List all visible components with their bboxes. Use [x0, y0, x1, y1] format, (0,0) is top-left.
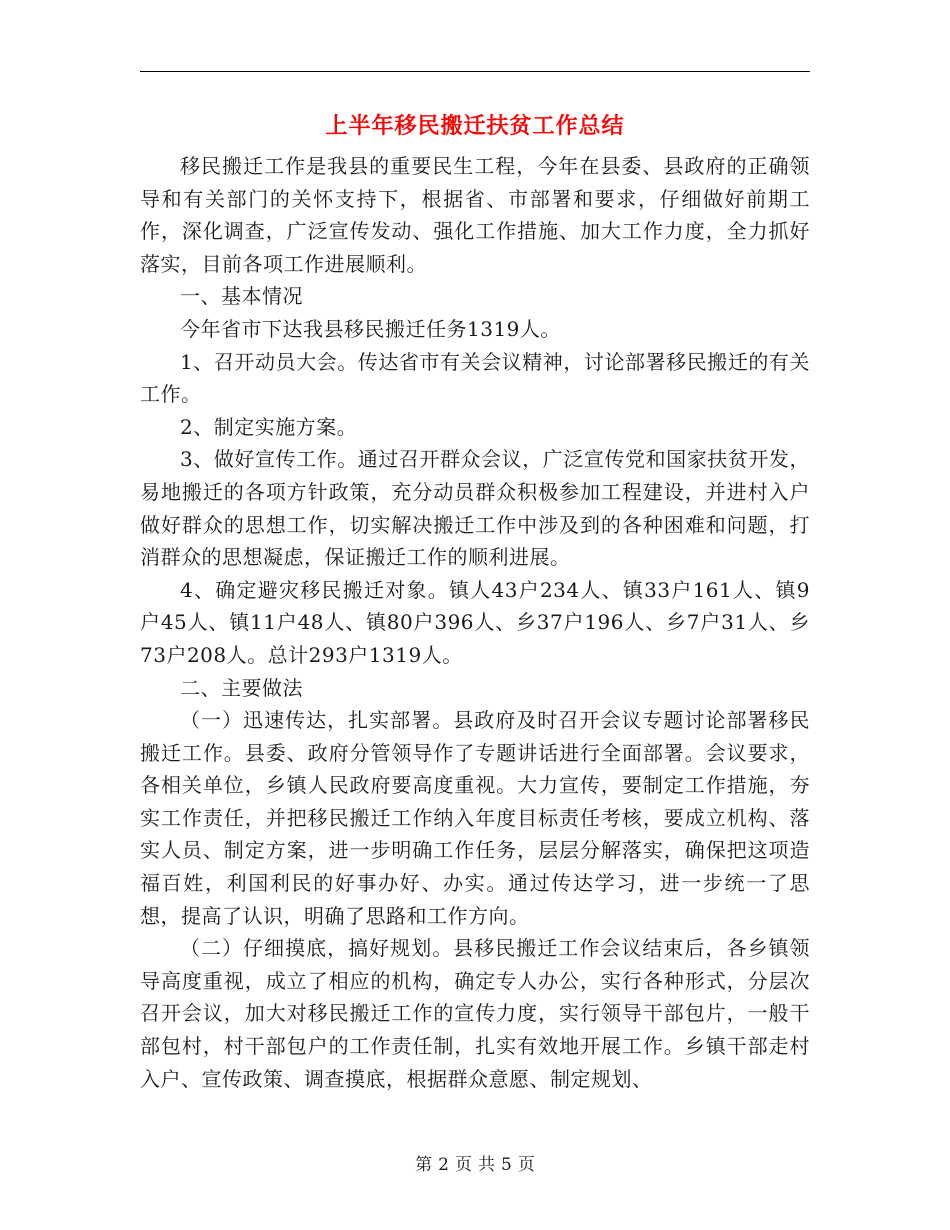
header-rule: [140, 71, 810, 72]
paragraph-method-2: （二）仔细摸底，搞好规划。县移民搬迁工作会议结束后，各乡镇领导高度重视，成立了相应的机构，确定专人办公，实行各种形式，分层次召开会议，加大对移民搬迁工作的宣传力度，实行领导干部包片，一般干部包村，村干部包户的工作责任制，扎实有效地开展工作。乡镇干部走村入户、宣传政策、调查摸底，根据群众意愿、制定规划、: [140, 936, 810, 1091]
paragraph-intro: 移民搬迁工作是我县的重要民生工程，今年在县委、县政府的正确领导和有关部门的关怀支持下，根据省、市部署和要求，仔细做好前期工作，深化调查，广泛宣传发动、强化工作措施、加大工作力度，全力抓好落实，目前各项工作进展顺利。: [140, 154, 810, 276]
footer-prefix: 第: [415, 1155, 433, 1175]
document-title: 上半年移民搬迁扶贫工作总结: [325, 113, 625, 139]
footer-total-word: 共: [478, 1155, 495, 1175]
paragraph-item-4: 4、确定避灾移民搬迁对象。镇人43户234人、镇33户161人、镇9户45人、镇11户48人、镇80户396人、乡37户196人、乡7户31人、乡73户208人。总计293户1319人。: [140, 577, 810, 667]
footer-total-pages: 5: [501, 1155, 512, 1175]
footer-page-word: 页: [455, 1155, 472, 1175]
paragraph-task: 今年省市下达我县移民搬迁任务1319人。: [180, 316, 561, 341]
paragraph-item-2: 2、制定实施方案。: [180, 414, 358, 439]
heading-main-methods: 二、主要做法: [180, 675, 303, 700]
paragraph-item-1: 1、召开动员大会。传达省市有关会议精神，讨论部署移民搬迁的有关工作。: [140, 349, 810, 407]
heading-basic-situation: 一、基本情况: [180, 284, 303, 309]
paragraph-method-1: （一）迅速传达，扎实部署。县政府及时召开会议专题讨论部署移民搬迁工作。县委、政府分管领导作了专题讲话进行全面部署。会议要求，各相关单位，乡镇人民政府要高度重视。大力宣传，要制定工作措施，夯实工作责任，并把移民搬迁工作纳入年度目标责任考核，要成立机构、落实人员、制定方案，进一步明确工作任务，层层分解落实，确保把这项造福百姓，利国利民的好事办好、办实。通过传达学习，进一步统一了思想，提高了认识，明确了思路和工作方向。: [140, 708, 810, 928]
document-body: [140, 150, 810, 1095]
footer-suffix: 页: [517, 1155, 535, 1175]
page-footer: [0, 1153, 950, 1177]
paragraph-item-3: 3、做好宣传工作。通过召开群众会议，广泛宣传党和国家扶贫开发，易地搬迁的各项方针政策，充分动员群众积极参加工程建设，并进村入户做好群众的思想工作，切实解决搬迁工作中涉及到的各种困难和问题，打消群众的思想凝虑，保证搬迁工作的顺利进展。: [140, 447, 810, 570]
footer-current-page: 2: [438, 1155, 449, 1175]
